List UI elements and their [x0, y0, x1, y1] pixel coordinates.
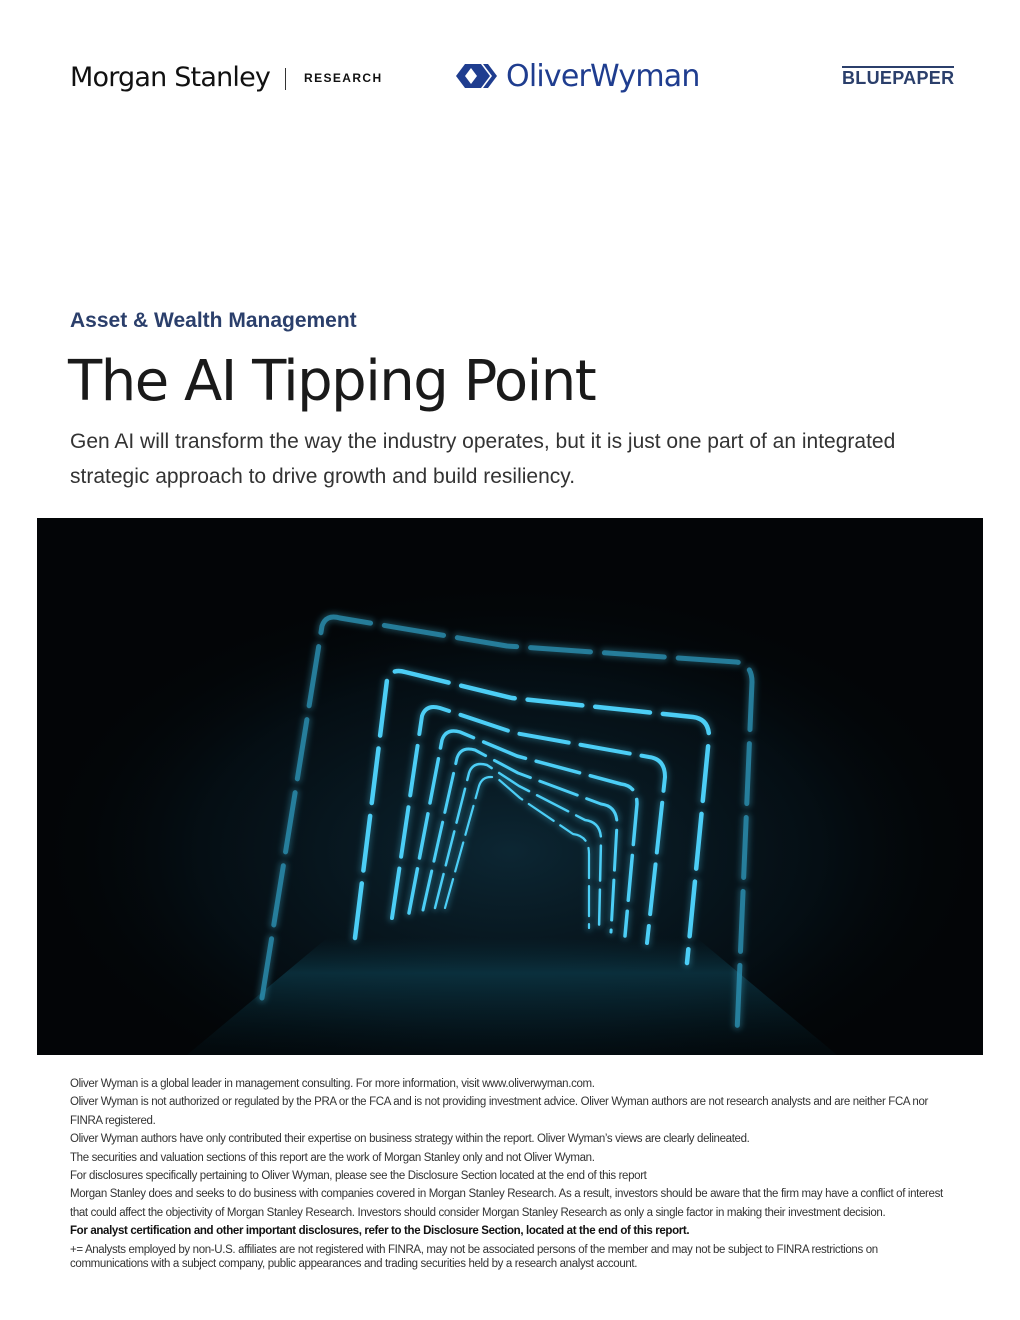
disclosure-line: Oliver Wyman is not authorized or regulated by the PRA or the FCA and is not providing investment advice. Oliver Wyman authors are not research analysts and are neither FCA nor FINRA registered. — [70, 1096, 929, 1127]
section-kicker: Asset & Wealth Management — [70, 309, 357, 332]
oliver-wyman-wordmark: OliverWyman — [506, 59, 700, 94]
oliver-wyman-mark-icon — [452, 61, 498, 91]
neon-tunnel-image — [37, 518, 983, 1055]
disclosure-line: Oliver Wyman authors have only contributed their expertise on business strategy within the report. Oliver Wyman’s views are clearly delineated. — [70, 1133, 750, 1146]
analyst-certification-note: For analyst certification and other important disclosures, refer to the Disclosure Section, located at the end of this report. — [70, 1225, 690, 1238]
disclosures — [70, 1075, 950, 1271]
research-label: RESEARCH — [304, 71, 383, 85]
bluepaper-label: BLUEPAPER — [842, 68, 955, 88]
hero-image — [37, 518, 983, 1055]
report-subtitle: Gen AI will transform the way the industry operates, but it is just one part of an integrated strategic approach to drive growth and build resiliency. — [70, 430, 896, 488]
disclosure-line: += Analysts employed by non-U.S. affiliates are not registered with FINRA, may not be associated persons of the member and may not be subject to FINRA restrictions on communications with a subject company, public appearances and trading securities held by a research analyst account. — [70, 1243, 878, 1270]
page-header — [0, 60, 1020, 100]
disclosure-line: Oliver Wyman is a global leader in management consulting. For more information, visit www.oliverwyman.com. — [70, 1078, 595, 1090]
disclosure-line: The securities and valuation sections of this report are the work of Morgan Stanley only and not Oliver Wyman. — [70, 1151, 595, 1164]
disclosure-line: For disclosures specifically pertaining to Oliver Wyman, please see the Disclosure Section located at the end of this report — [70, 1170, 647, 1183]
report-title: The AI Tipping Point — [68, 349, 596, 414]
morgan-stanley-logo: Morgan Stanley — [70, 62, 271, 93]
disclosure-line: Morgan Stanley does and seeks to do business with companies covered in Morgan Stanley Research. As a result, investors should be aware that the firm may have a conflict of interest that could affect the objectivity of Morgan Stanley Research. Investors should consider Morgan Stanley Research as only a single factor in making their investment decision. — [70, 1188, 943, 1219]
logo-divider — [285, 68, 286, 90]
